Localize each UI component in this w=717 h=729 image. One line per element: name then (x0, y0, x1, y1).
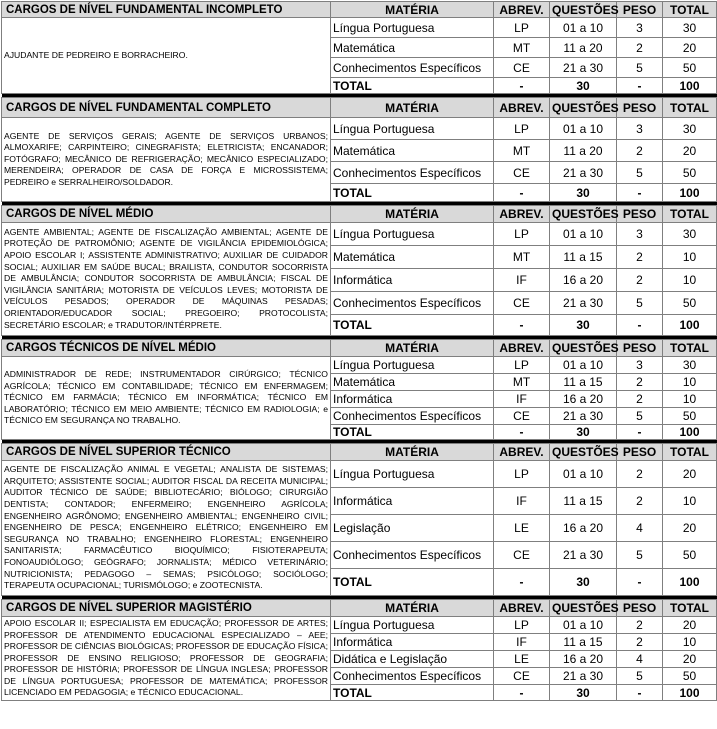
questoes-cell: 11 a 15 (550, 374, 617, 391)
section-header (2, 98, 717, 118)
total-questoes: 30 (550, 184, 617, 202)
materia-cell: Legislação (331, 515, 494, 542)
abrev-cell: CE (494, 58, 550, 78)
total-cell: 10 (663, 374, 717, 391)
materia-cell: Língua Portuguesa (331, 18, 494, 38)
subject-row (2, 223, 717, 246)
total-cell: 20 (663, 515, 717, 542)
cargos-list: APOIO ESCOLAR II; ESPECIALISTA EM EDUCAÇÃO; PROFESSOR DE ARTES; PROFESSOR DE ATENDIMENTO EDUCACIONAL ESPECIALIZADO – AEE; PROFESSOR DE CIÊNCIAS BIOLÓGICAS; PROFESSOR DE EDUCAÇÃO FÍSICA; PROFESSOR DE ENSINO RELIGIOSO; PROFESSOR DE GEOGRAFIA; PROFESSOR DE HISTÓRIA; PROFESSOR DE LÍNGUA INGLESA; PROFESSOR DE LÍNGUA PORTUGUESA; PROFESSOR DE MATEMÁTICA; PROFESSOR LICENCIADO EM PEDAGOGIA; e TÉCNICO EDUCACIONAL. (2, 617, 331, 701)
peso-cell: 3 (617, 223, 663, 246)
subject-row (2, 461, 717, 488)
column-header-questoes: QUESTÕES (550, 206, 617, 223)
cargos-list: ADMINISTRADOR DE REDE; INSTRUMENTADOR CIRÚRGICO; TÉCNICO AGRÍCOLA; TÉCNICO EM CONTABILIDADE; TÉCNICO EM ENFERMAGEM; TÉCNICO EM FARMÁCIA; TÉCNICO EM INFORMÁTICA; TÉCNICO EM LABORATÓRIO; TÉCNICO EM MEIO AMBIENTE; TÉCNICO EM RADIOLOGIA; e TÉCNICO EM SEGURANÇA NO TRABALHO. (2, 357, 331, 440)
materia-cell: Língua Portuguesa (331, 617, 494, 634)
total-cell: 30 (663, 118, 717, 140)
peso-cell: 5 (617, 58, 663, 78)
column-header-questoes: QUESTÕES (550, 98, 617, 118)
column-header-materia: MATÉRIA (331, 600, 494, 617)
total-label: TOTAL (331, 425, 494, 440)
materia-cell: Língua Portuguesa (331, 223, 494, 246)
peso-cell: 2 (617, 391, 663, 408)
section-header (2, 2, 717, 18)
questoes-cell: 11 a 15 (550, 634, 617, 651)
total-peso: - (617, 569, 663, 596)
total-peso: - (617, 184, 663, 202)
questoes-cell: 01 a 10 (550, 357, 617, 374)
questoes-cell: 01 a 10 (550, 118, 617, 140)
total-cell: 20 (663, 461, 717, 488)
abrev-cell: MT (494, 374, 550, 391)
questoes-cell: 11 a 15 (550, 488, 617, 515)
column-header-abrev: ABREV. (494, 340, 550, 357)
materia-cell: Didática e Legislação (331, 651, 494, 668)
questoes-cell: 21 a 30 (550, 408, 617, 425)
abrev-cell: CE (494, 292, 550, 315)
materia-cell: Língua Portuguesa (331, 461, 494, 488)
subject-row (2, 357, 717, 374)
total-peso: - (617, 315, 663, 336)
cargos-list: AGENTE DE SERVIÇOS GERAIS; AGENTE DE SERVIÇOS URBANOS; ALMOXARIFE; CARPINTEIRO; CINEGRAFISTA; ELETRICISTA; ENCANADOR; FOTÓGRAFO; MECÂNICO DE REFRIGERAÇÃO; MECÂNICO ESPECIALIZADO; MERENDEIRA; OPERADOR DE CASA DE FORÇA E MICROSSISTEMA; PEDREIRO e SERRALHEIRO/SOLDADOR. (2, 118, 331, 202)
peso-cell: 4 (617, 515, 663, 542)
column-header-abrev: ABREV. (494, 98, 550, 118)
questoes-cell: 01 a 10 (550, 461, 617, 488)
total-cell: 30 (663, 18, 717, 38)
abrev-cell: IF (494, 634, 550, 651)
total-cell: 10 (663, 488, 717, 515)
column-header-materia: MATÉRIA (331, 444, 494, 461)
section-header (2, 444, 717, 461)
total-cell: 50 (663, 542, 717, 569)
column-header-questoes: QUESTÕES (550, 600, 617, 617)
column-header-abrev: ABREV. (494, 600, 550, 617)
column-header-abrev: ABREV. (494, 206, 550, 223)
column-header-materia: MATÉRIA (331, 98, 494, 118)
total-cell: 50 (663, 408, 717, 425)
peso-cell: 5 (617, 542, 663, 569)
peso-cell: 3 (617, 18, 663, 38)
subject-row (2, 118, 717, 140)
total-label: TOTAL (331, 569, 494, 596)
peso-cell: 5 (617, 162, 663, 184)
total-abrev: - (494, 184, 550, 202)
section-header (2, 340, 717, 357)
total-abrev: - (494, 78, 550, 94)
total-abrev: - (494, 685, 550, 701)
total-cell: 20 (663, 140, 717, 162)
questoes-cell: 01 a 10 (550, 18, 617, 38)
total-label: TOTAL (331, 78, 494, 94)
section-header (2, 206, 717, 223)
abrev-cell: IF (494, 488, 550, 515)
total-cell: 20 (663, 38, 717, 58)
total-cell: 10 (663, 269, 717, 292)
column-header-peso: PESO (617, 98, 663, 118)
total-total: 100 (663, 184, 717, 202)
total-label: TOTAL (331, 685, 494, 701)
questoes-cell: 16 a 20 (550, 515, 617, 542)
abrev-cell: LE (494, 651, 550, 668)
peso-cell: 2 (617, 461, 663, 488)
abrev-cell: LP (494, 357, 550, 374)
total-cell: 10 (663, 634, 717, 651)
total-total: 100 (663, 78, 717, 94)
total-cell: 30 (663, 223, 717, 246)
abrev-cell: LP (494, 223, 550, 246)
materia-cell: Informática (331, 634, 494, 651)
total-cell: 10 (663, 391, 717, 408)
questoes-cell: 11 a 20 (550, 140, 617, 162)
abrev-cell: CE (494, 542, 550, 569)
column-header-total: TOTAL (663, 600, 717, 617)
questoes-cell: 16 a 20 (550, 651, 617, 668)
column-header-total: TOTAL (663, 206, 717, 223)
total-questoes: 30 (550, 569, 617, 596)
materia-cell: Conhecimentos Específicos (331, 408, 494, 425)
total-total: 100 (663, 315, 717, 336)
questoes-cell: 01 a 10 (550, 223, 617, 246)
materia-cell: Conhecimentos Específicos (331, 162, 494, 184)
questoes-cell: 21 a 30 (550, 292, 617, 315)
column-header-peso: PESO (617, 340, 663, 357)
total-cell: 20 (663, 617, 717, 634)
peso-cell: 2 (617, 38, 663, 58)
total-cell: 50 (663, 292, 717, 315)
peso-cell: 4 (617, 651, 663, 668)
total-peso: - (617, 425, 663, 440)
subject-row (2, 617, 717, 634)
column-header-materia: MATÉRIA (331, 340, 494, 357)
materia-cell: Informática (331, 391, 494, 408)
column-header-questoes: QUESTÕES (550, 444, 617, 461)
total-cell: 10 (663, 246, 717, 269)
peso-cell: 2 (617, 617, 663, 634)
total-total: 100 (663, 425, 717, 440)
total-peso: - (617, 78, 663, 94)
materia-cell: Matemática (331, 140, 494, 162)
abrev-cell: LP (494, 461, 550, 488)
total-total: 100 (663, 569, 717, 596)
peso-cell: 2 (617, 269, 663, 292)
subject-row (2, 18, 717, 38)
total-cell: 50 (663, 668, 717, 685)
section-title: CARGOS TÉCNICOS DE NÍVEL MÉDIO (2, 340, 331, 357)
questoes-cell: 16 a 20 (550, 391, 617, 408)
total-abrev: - (494, 425, 550, 440)
materia-cell: Matemática (331, 246, 494, 269)
column-header-peso: PESO (617, 206, 663, 223)
cargos-list: AGENTE DE FISCALIZAÇÃO ANIMAL E VEGETAL; ANALISTA DE SISTEMAS; ARQUITETO; ASSISTENTE SOCIAL; AUDITOR FISCAL DA RECEITA MUNICIPAL; AUDITOR TÉCNICO DE SAÚDE; BIBLIOTECÁRIO; BIÓLOGO; CIRURGIÃO DENTISTA; CONTADOR; ENFERMEIRO; ENGENHEIRO AGRÍCOLA; ENGENHEIRO AGRÔNOMO; ENGENHEIRO AMBIENTAL; ENGENHEIRO CIVIL; ENGENHEIRO DE PESCA; ENGENHEIRO ELÉTRICO; ENGENHEIRO EM SEGURANÇA NO TRABALHO; ENGENHEIRO FLORESTAL; ENGENHEIRO SANITARISTA; FARMACÊUTICO BIOQUÍMICO; FISIOTERAPEUTA; FONOAUDIÓLOGO; GEÓGRAFO; JORNALISTA; MÉDICO VETERINÁRIO; NUTRICIONISTA; PEDAGOGO – SEMAS; PSICÓLOGO; SOCIÓLOGO; TERAPEUTA OCUPACIONAL; TURISMÓLOGO; e ZOOTECNISTA. (2, 461, 331, 596)
column-header-total: TOTAL (663, 98, 717, 118)
column-header-peso: PESO (617, 444, 663, 461)
abrev-cell: IF (494, 391, 550, 408)
total-total: 100 (663, 685, 717, 701)
total-questoes: 30 (550, 315, 617, 336)
peso-cell: 2 (617, 634, 663, 651)
section-title: CARGOS DE NÍVEL MÉDIO (2, 206, 331, 223)
total-cell: 20 (663, 651, 717, 668)
total-abrev: - (494, 315, 550, 336)
column-header-total: TOTAL (663, 2, 717, 18)
abrev-cell: CE (494, 668, 550, 685)
column-header-total: TOTAL (663, 340, 717, 357)
questoes-cell: 16 a 20 (550, 269, 617, 292)
peso-cell: 3 (617, 118, 663, 140)
section-title: CARGOS DE NÍVEL SUPERIOR MAGISTÉRIO (2, 600, 331, 617)
column-header-questoes: QUESTÕES (550, 2, 617, 18)
questoes-cell: 21 a 30 (550, 542, 617, 569)
cargos-list: AGENTE AMBIENTAL; AGENTE DE FISCALIZAÇÃO AMBIENTAL; AGENTE DE PROTEÇÃO DE PATROMÔNIO; AGENTE DE VIGILÂNCIA EPIDEMIOLÓGICA; APOIO ESCOLAR I; ASSISTENTE ADMINISTRATIVO; AUXILIAR DE CUIDADOR SOCIAL; AUXILIAR EM SAÚDE BUCAL; BRAILISTA, CONDUTOR SOCORRISTA DE AMBULÂNCIA; CONDUTOR SOCORRISTA DE AMBULÂNCIA; FISCAL DE VIGILÂNCIA SANITÁRIA; MOTORISTA DE VEÍCULOS LEVES; MOTORISTA DE VEÍCULOS PESADOS; OPERADOR DE MÁQUINAS PESADAS; ORIENTADOR/EDUCADOR SOCIAL; PREGOEIRO; PROTOCOLISTA; SECRETÁRIO ESCOLAR; e TRADUTOR/INTÉRPRETE. (2, 223, 331, 336)
questoes-cell: 11 a 20 (550, 38, 617, 58)
materia-cell: Informática (331, 488, 494, 515)
materia-cell: Informática (331, 269, 494, 292)
total-questoes: 30 (550, 78, 617, 94)
peso-cell: 5 (617, 668, 663, 685)
materia-cell: Língua Portuguesa (331, 118, 494, 140)
materia-cell: Matemática (331, 374, 494, 391)
abrev-cell: CE (494, 162, 550, 184)
total-questoes: 30 (550, 685, 617, 701)
section-title: CARGOS DE NÍVEL FUNDAMENTAL COMPLETO (2, 98, 331, 118)
total-peso: - (617, 685, 663, 701)
abrev-cell: LP (494, 18, 550, 38)
column-header-peso: PESO (617, 600, 663, 617)
materia-cell: Conhecimentos Específicos (331, 542, 494, 569)
peso-cell: 3 (617, 357, 663, 374)
materia-cell: Língua Portuguesa (331, 357, 494, 374)
materia-cell: Conhecimentos Específicos (331, 668, 494, 685)
abrev-cell: IF (494, 269, 550, 292)
abrev-cell: CE (494, 408, 550, 425)
questoes-cell: 11 a 15 (550, 246, 617, 269)
abrev-cell: LP (494, 617, 550, 634)
materia-cell: Conhecimentos Específicos (331, 58, 494, 78)
section-header (2, 600, 717, 617)
total-cell: 30 (663, 357, 717, 374)
abrev-cell: MT (494, 140, 550, 162)
column-header-abrev: ABREV. (494, 444, 550, 461)
total-label: TOTAL (331, 184, 494, 202)
column-header-total: TOTAL (663, 444, 717, 461)
abrev-cell: LE (494, 515, 550, 542)
peso-cell: 2 (617, 488, 663, 515)
abrev-cell: MT (494, 38, 550, 58)
peso-cell: 2 (617, 374, 663, 391)
questoes-cell: 21 a 30 (550, 162, 617, 184)
questoes-cell: 21 a 30 (550, 668, 617, 685)
total-abrev: - (494, 569, 550, 596)
materia-cell: Conhecimentos Específicos (331, 292, 494, 315)
peso-cell: 2 (617, 140, 663, 162)
column-header-materia: MATÉRIA (331, 206, 494, 223)
peso-cell: 5 (617, 292, 663, 315)
total-cell: 50 (663, 58, 717, 78)
column-header-questoes: QUESTÕES (550, 340, 617, 357)
abrev-cell: MT (494, 246, 550, 269)
materia-cell: Matemática (331, 38, 494, 58)
section-title: CARGOS DE NÍVEL FUNDAMENTAL INCOMPLETO (2, 2, 331, 18)
column-header-abrev: ABREV. (494, 2, 550, 18)
total-questoes: 30 (550, 425, 617, 440)
total-label: TOTAL (331, 315, 494, 336)
peso-cell: 5 (617, 408, 663, 425)
questoes-cell: 21 a 30 (550, 58, 617, 78)
cargos-list: AJUDANTE DE PEDREIRO E BORRACHEIRO. (2, 18, 331, 94)
column-header-materia: MATÉRIA (331, 2, 494, 18)
abrev-cell: LP (494, 118, 550, 140)
total-cell: 50 (663, 162, 717, 184)
column-header-peso: PESO (617, 2, 663, 18)
exam-table (1, 1, 717, 701)
questoes-cell: 01 a 10 (550, 617, 617, 634)
section-title: CARGOS DE NÍVEL SUPERIOR TÉCNICO (2, 444, 331, 461)
peso-cell: 2 (617, 246, 663, 269)
